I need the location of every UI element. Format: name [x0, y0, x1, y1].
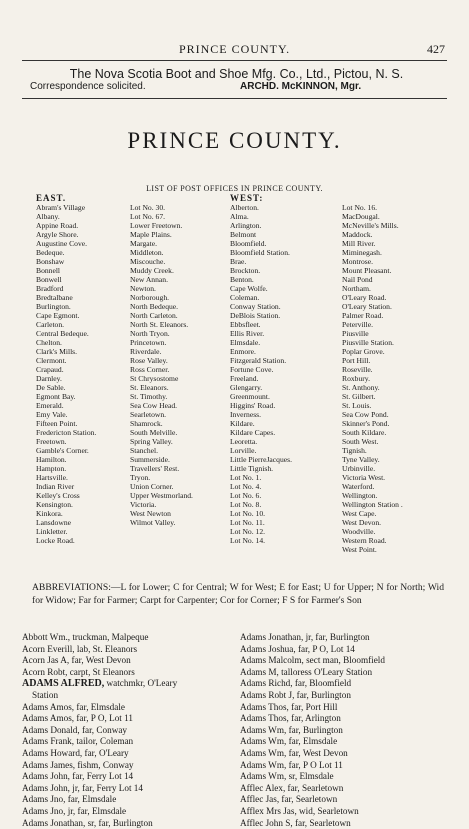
directory-entry-details: far, Elmsdale — [74, 702, 125, 712]
directory-entry — [240, 644, 385, 656]
post-office-item: Emy Vale. — [36, 410, 96, 419]
directory-entry-details: far, Arlington — [289, 713, 341, 723]
post-office-item: North St. Eleanors. — [130, 320, 193, 329]
directory-entry — [22, 655, 177, 667]
post-office-item: Wellington Station . — [342, 500, 403, 509]
directory-entry-details: far, P O, Lot 14 — [296, 644, 355, 654]
post-office-item: Riverdale. — [130, 347, 193, 356]
directory-entry-name: Adams Robt J, — [240, 690, 294, 700]
post-office-item: Kensington. — [36, 500, 96, 509]
directory-entry-details: watchmkr, O'Leary — [104, 678, 177, 688]
post-office-item: Searletown. — [130, 410, 193, 419]
directory-entry-name: Acorn Robt, — [22, 667, 67, 677]
post-office-item: Lower Freetown. — [130, 221, 193, 230]
directory-entry-details: tailor, Coleman — [74, 736, 133, 746]
post-office-item: Lot No. 16. — [342, 203, 403, 212]
post-office-item: North Carleton. — [130, 311, 193, 320]
post-office-item: Mill River. — [342, 239, 403, 248]
post-office-item: Bredtalbane — [36, 293, 96, 302]
post-office-column-2 — [130, 194, 193, 527]
post-office-item: Maddock. — [342, 230, 403, 239]
directory-entry-details: sr, Elmsdale — [286, 771, 333, 781]
directory-entry — [22, 818, 177, 829]
post-office-item: Crapaud. — [36, 365, 96, 374]
directory-entry-name: Adams Thos, — [240, 713, 289, 723]
directory-entry — [22, 748, 177, 760]
post-office-item: Arlington. — [230, 221, 292, 230]
abbreviations-note: ABBREVIATIONS:—L for Lower; C for Central; W for West; E for East; U for Upper; N for North; Wid for Widow; Far for Farmer; Carpt for Carpenter; Cor for Corner; F S for Farmer's Son — [32, 582, 444, 607]
directory-entry-name: Adams Donald, — [22, 725, 80, 735]
page-title: PRINCE COUNTY. — [0, 128, 469, 154]
directory-entry — [22, 690, 177, 702]
post-office-item: Linkletter. — [36, 527, 96, 536]
advertisement-rule — [22, 98, 447, 99]
post-office-item: Bedeque. — [36, 248, 96, 257]
directory-entry-name: Adams Jno, — [22, 806, 65, 816]
directory-entry-name: Adams Richd, — [240, 678, 293, 688]
directory-entry-details: far, Searletown — [285, 783, 343, 793]
post-office-item: Mount Pleasant. — [342, 266, 403, 275]
post-office-item: North Bedeque. — [130, 302, 193, 311]
directory-entry-details: far, P O Lot 11 — [286, 760, 343, 770]
post-office-column-4 — [342, 194, 403, 554]
post-office-item: Alma. — [230, 212, 292, 221]
post-office-item: Burlington. — [36, 302, 96, 311]
directory-entry-details: far, Conway — [80, 725, 127, 735]
directory-entry-details: jr, far, Burlington — [303, 632, 369, 642]
directory-entry-details: far, Burlington — [286, 725, 343, 735]
post-office-item: Bloomfield Station. — [230, 248, 292, 257]
directory-entry — [22, 667, 177, 679]
post-office-item: Miminegash. — [342, 248, 403, 257]
post-office-item: Nail Pond — [342, 275, 403, 284]
directory-entry-name: Adams James, — [22, 760, 75, 770]
post-office-item: Piusville — [342, 329, 403, 338]
directory-entry — [22, 760, 177, 772]
post-office-item: Miscouche. — [130, 257, 193, 266]
post-office-item: DeBlois Station. — [230, 311, 292, 320]
column-heading: EAST. — [36, 194, 96, 203]
post-office-item: Spring Valley. — [130, 437, 193, 446]
post-office-item: West Newton — [130, 509, 193, 518]
post-office-item: Augustine Cove. — [36, 239, 96, 248]
directory-entry — [240, 783, 385, 795]
post-office-item: Enmore. — [230, 347, 292, 356]
post-office-item: Palmer Road. — [342, 311, 403, 320]
directory-entry-name: Adams Jonathan, — [240, 632, 303, 642]
post-office-item: Peterville. — [342, 320, 403, 329]
directory-entry-name: Adams Amos, — [22, 702, 74, 712]
post-office-item: Kildare Capes. — [230, 428, 292, 437]
post-office-item: Travellers' Rest. — [130, 464, 193, 473]
post-office-item: Gamble's Corner. — [36, 446, 96, 455]
directory-entry — [22, 794, 177, 806]
post-office-item: Leoretta. — [230, 437, 292, 446]
post-office-item: Maple Plains. — [130, 230, 193, 239]
directory-entry — [240, 678, 385, 690]
directory-entry-name: Adams Amos, — [22, 713, 74, 723]
post-office-item: Lot No. 8. — [230, 500, 292, 509]
directory-entry — [22, 702, 177, 714]
post-office-item: Ross Corner. — [130, 365, 193, 374]
directory-entry-details: Station — [32, 690, 58, 700]
post-office-item: Victoria. — [130, 500, 193, 509]
post-office-item: Abram's Village — [36, 203, 96, 212]
correspondence-note: Correspondence solicited. — [30, 81, 146, 92]
directory-entry-details: far, P O, Lot 11 — [74, 713, 133, 723]
page-number: 427 — [427, 42, 445, 57]
directory-entry-details: far, Searletown — [293, 818, 351, 828]
advertisement-notes — [30, 81, 450, 92]
directory-entry-details: far, Elmsdale — [286, 736, 337, 746]
directory-entry-name: Adams Wm, — [240, 771, 286, 781]
post-office-item: Central Bedeque. — [36, 329, 96, 338]
post-office-item: MacDougal. — [342, 212, 403, 221]
directory-entry-name: Adams Thos, — [240, 702, 289, 712]
directory-entry — [240, 818, 385, 829]
directory-entry-details: sr, far, Burlington — [85, 818, 152, 828]
directory-entry-name: Adams Frank, — [22, 736, 74, 746]
directory-entry-name: Acorn Jas A, — [22, 655, 69, 665]
directory-entry-name: Adams Malcolm, — [240, 655, 304, 665]
post-office-item: Lot No. 30. — [130, 203, 193, 212]
post-office-item: McNeville's Mills. — [342, 221, 403, 230]
post-office-item: Princetown. — [130, 338, 193, 347]
post-office-item: West Devon. — [342, 518, 403, 527]
post-office-item: Bonwell — [36, 275, 96, 284]
post-offices-subtitle: LIST OF POST OFFICES IN PRINCE COUNTY. — [0, 184, 469, 193]
post-office-item: Carleton. — [36, 320, 96, 329]
post-office-item: St. Gilbert. — [342, 392, 403, 401]
directory-entry-details: far, Burlington — [294, 690, 351, 700]
directory-entry-name: Adams Wm, — [240, 748, 286, 758]
post-office-item: Norborough. — [130, 293, 193, 302]
post-office-item: Newton. — [130, 284, 193, 293]
post-office-item: Higgins' Road. — [230, 401, 292, 410]
directory-entry-details: far, Elmsdale — [65, 794, 116, 804]
directory-entry-details: lab, St. Eleanors — [75, 644, 138, 654]
post-office-item: Rose Valley. — [130, 356, 193, 365]
directory-entry-details: fishm, Conway — [75, 760, 133, 770]
post-office-item: Argyle Shore. — [36, 230, 96, 239]
post-office-item: Woodville. — [342, 527, 403, 536]
post-office-item: Elmsdale. — [230, 338, 292, 347]
post-office-item: Bonnell — [36, 266, 96, 275]
post-office-item: Fortune Cove. — [230, 365, 292, 374]
post-office-item: Lot No. 14. — [230, 536, 292, 545]
post-office-item: Lot No. 67. — [130, 212, 193, 221]
post-office-item: Union Corner. — [130, 482, 193, 491]
post-office-item: Shamrock. — [130, 419, 193, 428]
post-office-item: St. Eleanors. — [130, 383, 193, 392]
post-office-item: Stanchel. — [130, 446, 193, 455]
post-office-item: Fredericton Station. — [36, 428, 96, 437]
directory-entry — [22, 725, 177, 737]
directory-entry-details: far, Ferry Lot 14 — [70, 771, 133, 781]
post-office-item: Little Tignish. — [230, 464, 292, 473]
directory-entry-name: Adams Jno, — [22, 794, 65, 804]
directory-entry-name: Adams John, — [22, 783, 70, 793]
directory-entry-name: Adams Wm, — [240, 736, 286, 746]
post-office-item: Conway Station. — [230, 302, 292, 311]
directory-entry-name: Adams John, — [22, 771, 70, 781]
post-office-item: Brae. — [230, 257, 292, 266]
post-office-item: Locke Road. — [36, 536, 96, 545]
directory-entry-details: carpt, St Eleanors — [67, 667, 134, 677]
post-office-item: Bradford — [36, 284, 96, 293]
post-office-item: Victoria West. — [342, 473, 403, 482]
post-office-item: West Cape. — [342, 509, 403, 518]
directory-entry — [22, 783, 177, 795]
post-office-item: Wilmot Valley. — [130, 518, 193, 527]
directory-entry-details: talloress O'Leary Station — [279, 667, 372, 677]
post-office-item: Darnley. — [36, 374, 96, 383]
post-office-item: Northam. — [342, 284, 403, 293]
post-office-item: St. Louis. — [342, 401, 403, 410]
post-office-item: Lot No. 4. — [230, 482, 292, 491]
post-office-item: Clermont. — [36, 356, 96, 365]
post-office-item: Bonshaw — [36, 257, 96, 266]
post-office-item: Brockton. — [230, 266, 292, 275]
post-office-item: Muddy Creek. — [130, 266, 193, 275]
directory-entry-name: Adams Jonathan, — [22, 818, 85, 828]
directory-entry-details: jr, far, Ferry Lot 14 — [70, 783, 143, 793]
post-office-item: Lot No. 11. — [230, 518, 292, 527]
directory-entry — [240, 806, 385, 818]
post-office-item: Greenmount. — [230, 392, 292, 401]
post-office-item: Port Hill. — [342, 356, 403, 365]
directory-entry — [240, 771, 385, 783]
post-office-item: Roxbury. — [342, 374, 403, 383]
post-office-item: Little PierreJacques. — [230, 455, 292, 464]
directory-entry-details: truckman, Malpeque — [70, 632, 148, 642]
post-office-item: Tyne Valley. — [342, 455, 403, 464]
directory-entry — [22, 632, 177, 644]
directory-entry — [240, 690, 385, 702]
post-office-item: Roseville. — [342, 365, 403, 374]
post-office-item: Fifteen Point. — [36, 419, 96, 428]
post-office-item: Montrose. — [342, 257, 403, 266]
post-office-item: Tryon. — [130, 473, 193, 482]
post-office-item: Sea Cow Head. — [130, 401, 193, 410]
post-office-item: Lansdowne — [36, 518, 96, 527]
directory-entry-name: Afflec John S, — [240, 818, 293, 828]
directory-entry — [22, 644, 177, 656]
directory-entry-name: Adams Joshua, — [240, 644, 296, 654]
directory-entry — [240, 632, 385, 644]
manager-note: ARCHD. McKINNON, Mgr. — [240, 81, 361, 92]
directory-entry — [22, 678, 177, 690]
directory-entry-details: far, O'Leary — [82, 748, 128, 758]
directory-entry — [240, 655, 385, 667]
post-office-item: Upper Westmorland. — [130, 491, 193, 500]
post-office-item: Kelley's Cross — [36, 491, 96, 500]
post-office-item: Chelton. — [36, 338, 96, 347]
post-office-item: Glengarry. — [230, 383, 292, 392]
post-office-item: Hartsville. — [36, 473, 96, 482]
post-office-column-east — [36, 194, 96, 545]
post-office-item: Freeland. — [230, 374, 292, 383]
post-office-item: O'Leary Road. — [342, 293, 403, 302]
post-office-item: Bloomfield. — [230, 239, 292, 248]
post-office-item: Waterford. — [342, 482, 403, 491]
post-office-item: Indian River — [36, 482, 96, 491]
directory-entry-details: far, Bloomfield — [293, 678, 352, 688]
directory-entry-details: far, Port Hill — [289, 702, 338, 712]
directory-entry — [240, 725, 385, 737]
directory-entry — [240, 736, 385, 748]
post-office-column-west — [230, 194, 292, 545]
post-office-item: St. Timothy. — [130, 392, 193, 401]
column-heading: WEST: — [230, 194, 292, 203]
directory-entry — [22, 806, 177, 818]
post-office-item: Margate. — [130, 239, 193, 248]
post-office-item: Poplar Grove. — [342, 347, 403, 356]
post-office-item: Coleman. — [230, 293, 292, 302]
post-office-item: Ellis River. — [230, 329, 292, 338]
post-office-item: Egmont Bay. — [36, 392, 96, 401]
post-office-item: Freetown. — [36, 437, 96, 446]
post-office-item: Lot No. 1. — [230, 473, 292, 482]
post-office-item: Skinner's Pond. — [342, 419, 403, 428]
directory-entry-name: Afflec Jas, — [240, 794, 279, 804]
post-office-item: New Annan. — [130, 275, 193, 284]
post-office-item: Kildare. — [230, 419, 292, 428]
post-office-item: Kinkora. — [36, 509, 96, 518]
directory-entry — [240, 794, 385, 806]
post-office-item: St. Anthony. — [342, 383, 403, 392]
directory-left-column — [22, 632, 177, 829]
post-office-item: Summerside. — [130, 455, 193, 464]
directory-entry-name: ADAMS ALFRED, — [22, 678, 104, 689]
post-office-item: Western Road. — [342, 536, 403, 545]
header-rule — [22, 60, 447, 61]
post-office-item: Ebbsfleet. — [230, 320, 292, 329]
directory-entry-details: far, West Devon — [286, 748, 348, 758]
post-office-item: Cape Egmont. — [36, 311, 96, 320]
post-office-item: Cape Wolfe. — [230, 284, 292, 293]
directory-right-column — [240, 632, 385, 829]
post-office-item: South Melville. — [130, 428, 193, 437]
post-office-item: St Chrysostome — [130, 374, 193, 383]
post-office-item: Tignish. — [342, 446, 403, 455]
directory-entry-details: sect man, Bloomfield — [304, 655, 385, 665]
post-office-item: Wellington. — [342, 491, 403, 500]
post-office-item: West Point. — [342, 545, 403, 554]
post-office-item: Fitzgerald Station. — [230, 356, 292, 365]
post-office-item: O'Leary Station. — [342, 302, 403, 311]
directory-entry-details: far, West Devon — [69, 655, 131, 665]
directory-entry-details: far, Searletown — [279, 794, 337, 804]
directory-entry-details: wid, Searletown — [297, 806, 359, 816]
post-office-item: De Sable. — [36, 383, 96, 392]
post-office-item: Piusville Station. — [342, 338, 403, 347]
directory-entry — [22, 713, 177, 725]
post-office-item: Clark's Mills. — [36, 347, 96, 356]
post-office-item: Urbinville. — [342, 464, 403, 473]
post-office-item: Hamilton. — [36, 455, 96, 464]
post-office-item: Alberton. — [230, 203, 292, 212]
running-title: PRINCE COUNTY. — [0, 42, 469, 57]
directory-entry — [240, 702, 385, 714]
post-office-item: Albany. — [36, 212, 96, 221]
post-office-item: Lorville. — [230, 446, 292, 455]
post-office-item: Hampton. — [36, 464, 96, 473]
post-office-item: Middleton. — [130, 248, 193, 257]
directory-entry-name: Adams M, — [240, 667, 279, 677]
directory-entry-name: Adams Wm, — [240, 725, 286, 735]
directory-entry — [240, 760, 385, 772]
post-office-item: Inverness. — [230, 410, 292, 419]
post-office-item: South Kildare. — [342, 428, 403, 437]
post-office-item: North Tryon. — [130, 329, 193, 338]
directory-entry-name: Afflex Mrs Jas, — [240, 806, 297, 816]
directory-entry-name: Adams Wm, — [240, 760, 286, 770]
post-office-item: Benton. — [230, 275, 292, 284]
post-office-item: Emerald. — [36, 401, 96, 410]
post-office-item: Sea Cow Pond. — [342, 410, 403, 419]
post-office-item: Lot No. 6. — [230, 491, 292, 500]
directory-entry-name: Acorn Everill, — [22, 644, 75, 654]
directory-entry — [240, 713, 385, 725]
post-office-item: Lot No. 12. — [230, 527, 292, 536]
directory-entry-name: Abbott Wm., — [22, 632, 70, 642]
directory-entry-details: jr, far, Elmsdale — [65, 806, 126, 816]
post-office-item: Lot No. 10. — [230, 509, 292, 518]
directory-entry — [22, 736, 177, 748]
directory-entry-name: Adams Howard, — [22, 748, 82, 758]
directory-entry — [240, 748, 385, 760]
advertisement-line: The Nova Scotia Boot and Shoe Mfg. Co., Ltd., Pictou, N. S. — [24, 67, 449, 81]
post-office-item: Belmont — [230, 230, 292, 239]
directory-entry — [240, 667, 385, 679]
post-office-item: South West. — [342, 437, 403, 446]
post-office-item: Appine Road. — [36, 221, 96, 230]
directory-entry-name: Afflec Alex, — [240, 783, 285, 793]
directory-entry — [22, 771, 177, 783]
